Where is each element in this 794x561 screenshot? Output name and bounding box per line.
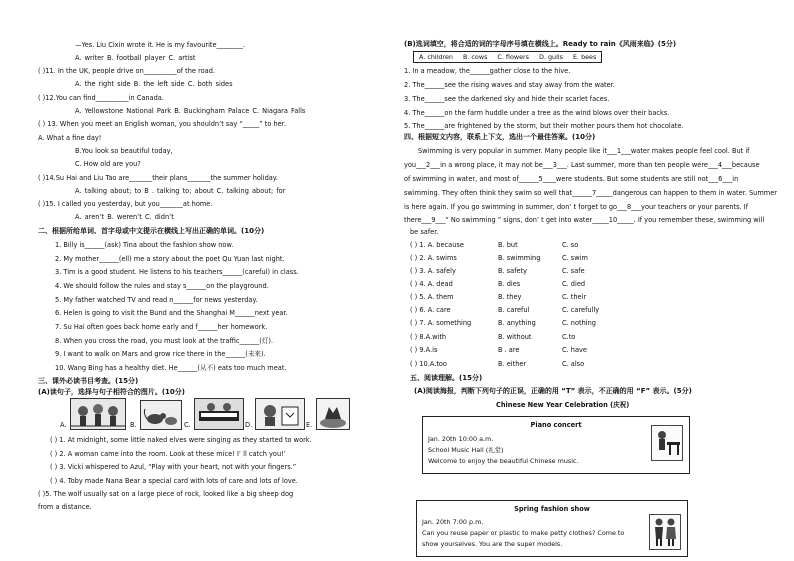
passage-line: of swimming in water, and most of______5____were students. But some students are still not___6___in	[404, 175, 739, 183]
choice-9-c: C. have	[562, 346, 587, 354]
choice-5-a: ( ) 5. A. them	[410, 293, 454, 301]
picture-e-wolf-illustration	[316, 398, 350, 430]
choice-7-c: C. nothing	[562, 319, 596, 327]
gap-4: 4. The______on the farm huddle under a tree as the wind blows over their backs.	[404, 109, 670, 117]
fill-3: 3. Tim is a good student. He listens to his teachers______(careful) in class.	[55, 268, 299, 276]
match-4: ( ) 4. Toby made Nana Bear a special card with lots of care and lots of love.	[50, 477, 298, 485]
word-bank	[413, 51, 602, 63]
fill-5: 5. My father watched TV and read n______for news yesterday.	[55, 296, 258, 304]
choice-5-c: C. their	[562, 293, 587, 301]
section-2-heading: 二、根据所给单词、首字母或中文提示在横线上写出正确的单词。(10分)	[38, 227, 265, 235]
notice-description: Welcome to enjoy the beautiful Chinese music.	[428, 457, 579, 465]
choice-8-c: C.to	[562, 333, 576, 341]
passage-line: swimming. They often think they swim so well that______7_____dangerous can happen to them in water. Summer	[404, 189, 777, 197]
passage-line: you___2___in a wrong place, it may not be___3___. Last summer, more than ten people were___4___because	[404, 161, 760, 169]
picture-d-bear-card-illustration	[255, 398, 305, 430]
pic-label-d: D.	[245, 421, 253, 429]
q14: ( )14.Su Hai and Liu Tao are_______their plans_______the summer holiday.	[38, 174, 278, 182]
choice-2-b: B. swimming	[498, 254, 541, 262]
notice-date: Jan. 20th 10:00 a.m.	[428, 435, 494, 443]
match-1: ( ) 1. At midnight, some little naked elves were singing as they started to work.	[50, 436, 312, 444]
fill-4: 4. We should follow the rules and stay s______on the playground.	[55, 282, 269, 290]
passage-line: there___9___“ No swimming ” signs, don’ t get into water_____10_____. If you remember these, swimming will	[404, 216, 765, 224]
picture-c-piano-illustration	[194, 398, 244, 430]
choice-6-a: ( ) 6. A. care	[410, 306, 451, 314]
choice-1-a: ( ) 1. A. because	[410, 241, 464, 249]
notice-description: Can you reuse paper or plastic to make petty clothes? Come to	[422, 529, 625, 537]
passage-line: Swimming is very popular in summer. Many people like it___1___water makes people feel cool. But if	[418, 147, 750, 155]
q11-options: A. the right side B. the left side C. both sides	[75, 80, 233, 88]
match-5-continued: from a distance.	[38, 503, 92, 511]
fill-8: 8. When you cross the road, you must look at the traffic______(灯).	[55, 337, 274, 345]
notice-location: School Music Hall (礼堂)	[428, 446, 504, 454]
q15-options: A. aren’t B. weren’t C. didn’t	[75, 213, 174, 221]
pic-label-c: C.	[184, 421, 191, 429]
choice-8-a: ( ) 8.A.with	[410, 333, 447, 341]
q13: ( ) 13. When you meet an English woman, you shouldn’t say “_____” to her.	[38, 120, 286, 128]
notice-date: Jan. 20th 7:00 p.m.	[422, 518, 484, 526]
gap-1: 1. In a meadow, the______gather close to the hive.	[404, 67, 571, 75]
match-5: ( )5. The wolf usually sat on a large piece of rock, looked like a big sheep dog	[38, 490, 294, 498]
choice-4-c: C. died	[562, 280, 586, 288]
notice-description-2: show yourselves. You are the super models.	[422, 540, 563, 548]
choice-4-b: B. dies	[498, 280, 521, 288]
fill-6: 6. Helen is going to visit the Bund and the Shanghai M______next year.	[55, 309, 288, 317]
section-4-heading: 四、根据短文内容，联系上下文，选出一个最佳答案。(10分)	[404, 133, 596, 141]
pic-label-b: B.	[130, 421, 137, 429]
word-bank-item: E. bees	[572, 53, 597, 61]
section-5a-instruction: (A)阅读海报，判断下列句子的正误，正确的用 “T” 表示，不正确的用 “F” 表示。(5分)	[414, 387, 692, 395]
piano-player-icon	[651, 425, 683, 461]
match-2: ( ) 2. A woman came into the room. Look at these mice! I’ ll catch you!’	[50, 450, 286, 458]
choice-2-a: ( ) 2. A. swims	[410, 254, 457, 262]
q10-options: A. writer B. football player C. artist	[75, 54, 196, 62]
choice-8-b: B. without	[498, 333, 532, 341]
fashion-models-icon	[649, 514, 681, 550]
choice-7-b: B. anything	[498, 319, 536, 327]
choice-3-c: C. safe	[562, 267, 585, 275]
choice-10-a: ( ) 10.A.too	[410, 360, 447, 368]
fill-9: 9. I want to walk on Mars and grow rice there in the______(未来).	[55, 350, 266, 358]
pic-label-e: E.	[306, 421, 313, 429]
choice-1-c: C. so	[562, 241, 579, 249]
notice-title: Piano concert	[530, 421, 582, 429]
choice-6-c: C. carefully	[562, 306, 600, 314]
section-5-heading: 五、阅读理解。(15分)	[410, 374, 483, 382]
choice-2-c: C. swim	[562, 254, 588, 262]
passage-line: be safer.	[410, 228, 439, 236]
fill-2: 2. My mother______(ell) me a story about the poet Qu Yuan last night.	[55, 255, 285, 263]
passage-line: is here again. If you go swimming in summer, don’ t forget to go___8___your teachers or your parents. If	[404, 203, 749, 211]
choice-1-b: B. but	[498, 241, 518, 249]
notice-title: Spring fashion show	[514, 505, 590, 513]
section-3-heading: 三、课外必读书目考查。(15分)	[38, 377, 139, 385]
q12: ( )12.You can find__________in Canada.	[38, 94, 164, 102]
picture-a-elves-illustration	[70, 398, 126, 430]
q12-options: A. Yellowstone National Park B. Buckingham Palace C. Niagara Falls	[75, 107, 306, 115]
poster-title: Chinese New Year Celebration (庆祝)	[496, 401, 630, 409]
word-bank-item: A. children	[419, 53, 453, 61]
piano-concert-notice	[422, 416, 690, 474]
choice-3-a: ( ) 3. A. safely	[410, 267, 456, 275]
choice-10-b: B. either	[498, 360, 527, 368]
fashion-show-notice	[416, 500, 688, 557]
q13-option-b: B.You look so beautiful today,	[75, 147, 173, 155]
choice-9-b: B . are	[498, 346, 520, 354]
choice-3-b: B. safety	[498, 267, 528, 275]
word-bank-item: C. flowers	[497, 53, 529, 61]
choice-6-b: B. careful	[498, 306, 530, 314]
choice-4-a: ( ) 4. A. dead	[410, 280, 453, 288]
gap-2: 2. The______see the rising waves and stay away from the water.	[404, 81, 615, 89]
q14-options: A. talking about; to B . talking to; about C. talking about; for	[75, 187, 286, 195]
q15: ( )15. I called you yesterday, but you_______at home.	[38, 200, 213, 208]
picture-b-mice-illustration	[140, 400, 182, 430]
q11: ( )11. In the UK, people drive on__________of the road.	[38, 67, 216, 75]
word-bank-item: B. cows	[462, 53, 488, 61]
choice-7-a: ( ) 7. A. something	[410, 319, 472, 327]
section-b-heading: (B)选词填空，将合适的词的字母序号填在横线上。Ready to rain《风雨来临》(5分)	[404, 40, 677, 48]
choice-9-a: ( ) 9.A.is	[410, 346, 438, 354]
fill-7: 7. Su Hai often goes back home early and f______her homework.	[55, 323, 268, 331]
fill-10: 10. Wang Bing has a healthy diet. He______(从不) eats too much meat.	[55, 364, 287, 372]
q13-option-c: C. How old are you?	[75, 160, 141, 168]
word-bank-item: D. gulls	[538, 53, 563, 61]
section-3a-instruction: (A)读句子，选择与句子相符合的图片。(10分)	[38, 388, 185, 396]
fill-1: 1. Billy is______(ask) Tina about the fashion show now.	[55, 241, 234, 249]
gap-5: 5. The______are frightened by the storm, but their mother pours them hot chocolate.	[404, 122, 684, 130]
pic-label-a: A.	[60, 421, 67, 429]
choice-5-b: B. they	[498, 293, 522, 301]
choice-10-c: C. also	[562, 360, 585, 368]
match-3: ( ) 3. Vicki whispered to Azul, “Play with your heart, not with your fingers.”	[50, 463, 297, 471]
gap-3: 3. The______see the darkened sky and hide their scarlet faces.	[404, 95, 610, 103]
q13-option-a: A. What a fine day!	[38, 134, 102, 142]
q10-answer-line: —Yes. Liu Cixin wrote it. He is my favourite________.	[75, 41, 246, 49]
